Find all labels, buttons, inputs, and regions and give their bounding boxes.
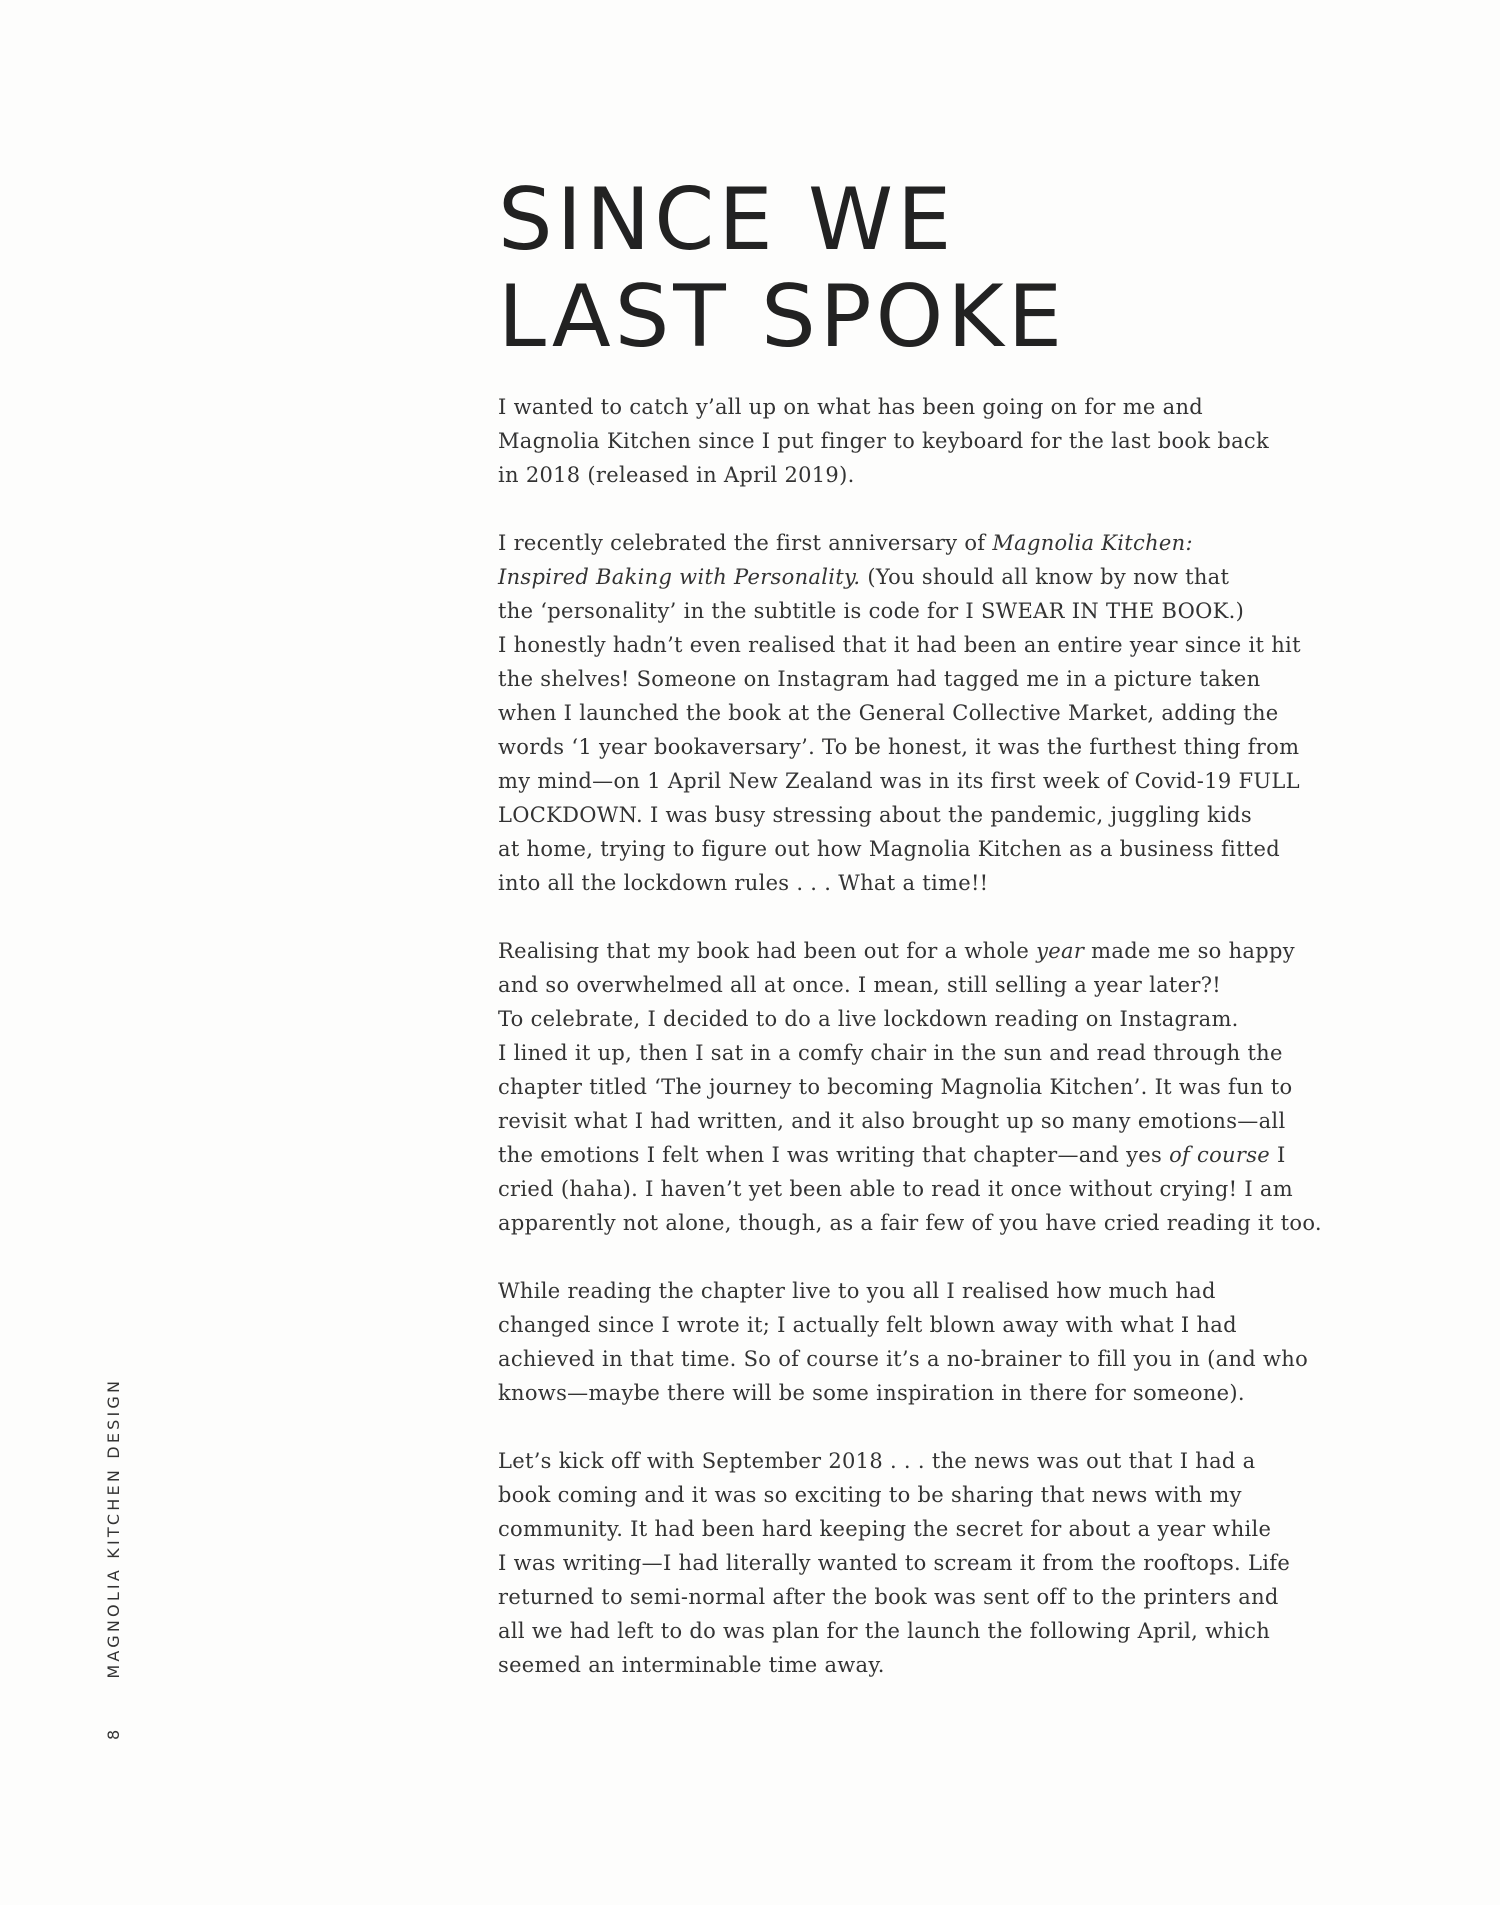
paragraph (498, 390, 1308, 492)
text-segment: I (1270, 1143, 1286, 1167)
text-line: revisit what I had written, and it also brought up so many emotions—all (498, 1109, 1286, 1133)
chapter-title-line-1: SINCE WE (498, 170, 956, 270)
text-line: I honestly hadn’t even realised that it had been an entire year since it hit (498, 633, 1301, 657)
text-line: achieved in that time. So of course it’s a no-brainer to fill you in (and who (498, 1347, 1309, 1371)
text-line: and so overwhelmed all at once. I mean, still selling a year later?! (498, 973, 1222, 997)
text-line (498, 526, 1308, 560)
text-segment: I recently celebrated the first anniversary of (498, 531, 993, 555)
text-segment: made me so happy (1084, 939, 1295, 963)
text-line: To celebrate, I decided to do a live lockdown reading on Instagram. (498, 1007, 1239, 1031)
paragraph (498, 1274, 1308, 1410)
text-line: I wanted to catch y’all up on what has been going on for me and (498, 395, 1204, 419)
text-line: seemed an interminable time away. (498, 1653, 885, 1677)
text-line: While reading the chapter live to you all I realised how much had (498, 1279, 1216, 1303)
page-footer-vertical (104, 1378, 123, 1740)
text-line: when I launched the book at the General Collective Market, adding the (498, 701, 1279, 725)
text-line: LOCKDOWN. I was busy stressing about the pandemic, juggling kids (498, 803, 1253, 827)
text-line: returned to semi-normal after the book was sent off to the printers and (498, 1585, 1279, 1609)
text-line: all we had left to do was plan for the launch the following April, which (498, 1619, 1271, 1643)
text-line: knows—maybe there will be some inspiration in there for someone). (498, 1381, 1245, 1405)
text-line: chapter titled ‘The journey to becoming Magnolia Kitchen’. It was fun to (498, 1075, 1293, 1099)
page-number: 8 (104, 1726, 123, 1740)
text-line: community. It had been hard keeping the secret for about a year while (498, 1517, 1272, 1541)
text-line (498, 1138, 1308, 1172)
text-line: the shelves! Someone on Instagram had tagged me in a picture taken (498, 667, 1261, 691)
text-line: Let’s kick off with September 2018 . . . the news was out that I had a (498, 1449, 1256, 1473)
text-segment: Realising that my book had been out for a whole (498, 939, 1037, 963)
text-line: the ‘personality’ in the subtitle is code for I SWEAR IN THE BOOK.) (498, 599, 1245, 623)
text-line: I lined it up, then I sat in a comfy chair in the sun and read through the (498, 1041, 1283, 1065)
text-line: into all the lockdown rules . . . What a time!! (498, 871, 989, 895)
chapter-title-line-2: LAST SPOKE (498, 267, 1067, 367)
body-text (498, 390, 1322, 1716)
chapter-title (498, 172, 1066, 366)
text-line: apparently not alone, though, as a fair few of you have cried reading it too. (498, 1211, 1322, 1235)
text-segment: the emotions I felt when I was writing that chapter—and yes (498, 1143, 1170, 1167)
text-line: in 2018 (released in April 2019). (498, 463, 855, 487)
text-line: I was writing—I had literally wanted to scream it from the rooftops. Life (498, 1551, 1291, 1575)
italic-text: Magnolia Kitchen: (992, 531, 1193, 555)
paragraph (498, 1444, 1308, 1682)
text-line: words ‘1 year bookaversary’. To be honest, it was the furthest thing from (498, 735, 1300, 759)
text-segment: (You should all know by now that (860, 565, 1230, 589)
italic-text: year (1036, 939, 1085, 963)
paragraph (498, 934, 1322, 1240)
text-line (498, 934, 1308, 968)
text-line: Magnolia Kitchen since I put finger to keyboard for the last book back (498, 429, 1269, 453)
text-line: cried (haha). I haven’t yet been able to read it once without crying! I am (498, 1177, 1293, 1201)
running-head: MAGNOLIA KITCHEN DESIGN (104, 1377, 123, 1679)
paragraph (498, 526, 1308, 900)
italic-text: of course (1169, 1143, 1271, 1167)
text-line: at home, trying to figure out how Magnolia Kitchen as a business fitted (498, 837, 1281, 861)
text-line: book coming and it was so exciting to be sharing that news with my (498, 1483, 1242, 1507)
text-line (498, 560, 1308, 594)
text-line: my mind—on 1 April New Zealand was in its first week of Covid-19 FULL (498, 769, 1300, 793)
text-line: changed since I wrote it; I actually felt blown away with what I had (498, 1313, 1237, 1337)
italic-text: Inspired Baking with Personality. (498, 565, 861, 589)
